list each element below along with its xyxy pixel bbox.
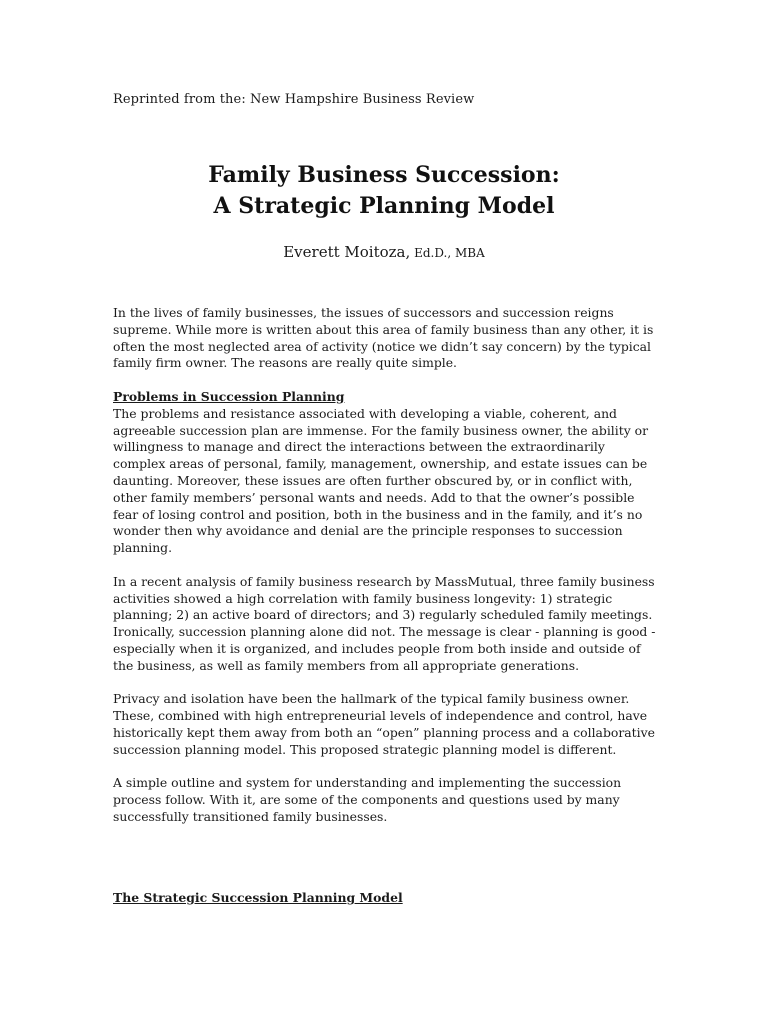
section-heading-problems: Problems in Succession Planning	[113, 388, 345, 404]
section-heading-model: The Strategic Succession Planning Model	[113, 890, 403, 905]
reprint-source-line: Reprinted from the: New Hampshire Business Review	[113, 92, 475, 107]
author-credentials: Ed.D., MBA	[410, 246, 485, 260]
document-title	[0, 160, 768, 222]
title-line-2: A Strategic Planning Model	[213, 193, 555, 219]
intro-paragraph: In the lives of family businesses, the issues of successors and succession reigns supreme. While more is written about this area of family business than any other, it is often the most neglected area of activity (notice we didn’t say concern) by the typical family firm owner. The reasons are really quite simple.	[113, 305, 654, 371]
title-line-1: Family Business Succession:	[208, 162, 560, 188]
body-paragraph: Privacy and isolation have been the hallmark of the typical family business owner. These, combined with high entrepreneurial levels of independence and control, have historically kept them away from both an “open” planning process and a collaborative succession planning model. This proposed strategic planning model is different.	[113, 691, 655, 757]
author-name: Everett Moitoza,	[283, 243, 411, 261]
body-paragraph: The problems and resistance associated with developing a viable, coherent, and agreeable succession plan are immense. For the family business owner, the ability or willingness to manage and direct the interactions between the extraordinarily complex areas of personal, family, management, ownership, and estate issues can be daunting. Moreover, these issues are often further obscured by, or in conflict with, other family members’ personal wants and needs. Add to that the owner’s possible fear of losing control and position, both in the business and in the family, and it’s no wonder then why avoidance and denial are the principle responses to succession planning.	[113, 405, 649, 556]
document-body	[113, 305, 658, 843]
body-paragraph: In a recent analysis of family business research by MassMutual, three family business activities showed a high correlation with family business longevity: 1) strategic planning; 2) an active board of directors; and 3) regularly scheduled family meetings. Ironically, succession planning alone did not. The message is clear - planning is good - especially when it is organized, and includes people from both inside and outside of the business, as well as family members from all appropriate generations.	[113, 573, 656, 673]
author-byline	[0, 242, 768, 261]
body-paragraph: A simple outline and system for understanding and implementing the succession process follow. With it, are some of the components and questions used by many successfully transitioned family businesses.	[113, 775, 622, 824]
